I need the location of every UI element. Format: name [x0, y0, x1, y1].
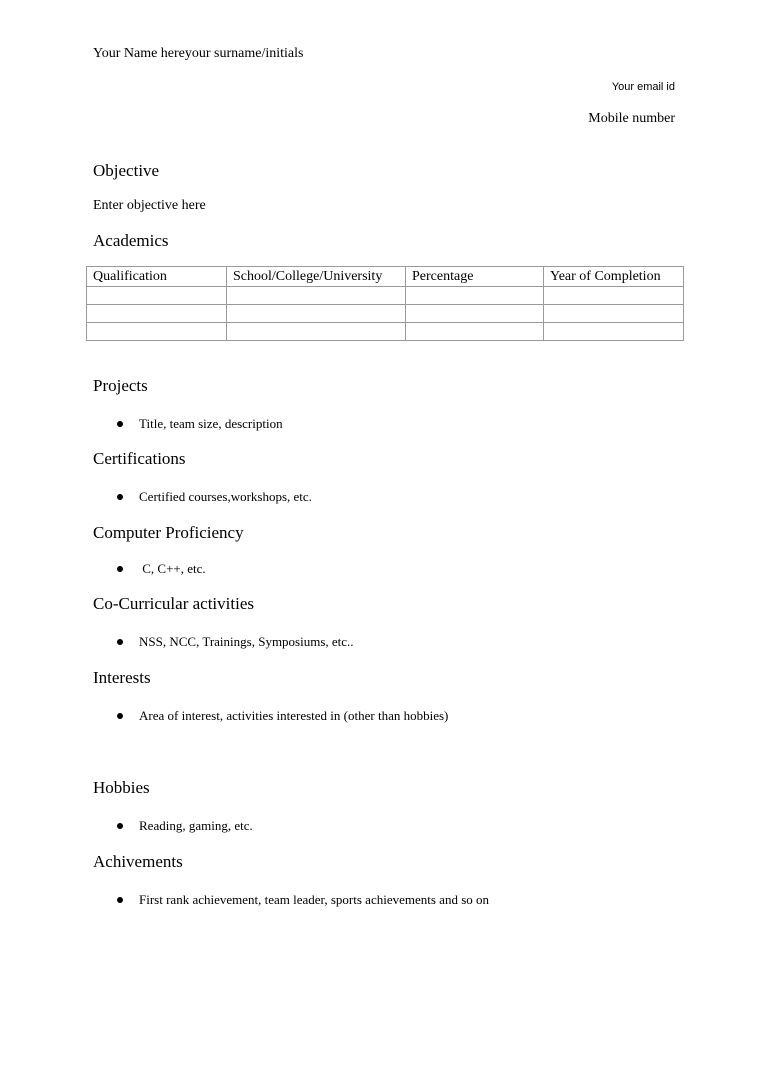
table-cell — [227, 323, 406, 341]
academics-table — [86, 266, 684, 341]
computer-proficiency-item: C, C++, etc. — [139, 561, 206, 576]
table-cell — [544, 305, 684, 323]
bullet-icon — [117, 494, 123, 500]
bullet-icon — [117, 897, 123, 903]
table-row — [87, 305, 684, 323]
table-cell — [406, 323, 544, 341]
table-cell — [87, 287, 227, 305]
table-cell — [406, 305, 544, 323]
list-item — [117, 489, 312, 505]
table-row — [87, 287, 684, 305]
column-header-qualification: Qualification — [87, 267, 227, 287]
co-curricular-item: NSS, NCC, Trainings, Symposiums, etc.. — [139, 634, 354, 649]
table-cell — [544, 323, 684, 341]
hobbies-item: Reading, gaming, etc. — [139, 818, 253, 833]
achivements-item: First rank achievement, team leader, sports achievements and so on — [139, 892, 490, 907]
objective-heading: Objective — [93, 161, 160, 180]
hobbies-heading: Hobbies — [93, 778, 150, 797]
name-line: Your Name hereyour surname/initials — [93, 46, 304, 61]
list-item — [117, 561, 206, 577]
email-line: Your email id — [611, 81, 675, 93]
bullet-icon — [117, 823, 123, 829]
table-cell — [544, 287, 684, 305]
bullet-icon — [117, 713, 123, 719]
bullet-icon — [117, 639, 123, 645]
certifications-item: Certified courses,workshops, etc. — [139, 489, 312, 504]
list-item — [117, 708, 448, 724]
academics-heading: Academics — [93, 231, 169, 250]
column-header-percentage: Percentage — [406, 267, 544, 287]
mobile-line: Mobile number — [588, 111, 675, 126]
table-cell — [87, 323, 227, 341]
list-item — [117, 634, 354, 650]
table-cell — [227, 287, 406, 305]
table-cell — [87, 305, 227, 323]
table-cell — [406, 287, 544, 305]
list-item — [117, 892, 489, 908]
bullet-icon — [117, 566, 123, 572]
table-cell — [227, 305, 406, 323]
table-row — [87, 323, 684, 341]
achivements-heading: Achivements — [93, 852, 183, 871]
list-item — [117, 818, 253, 834]
interests-heading: Interests — [93, 668, 151, 687]
certifications-heading: Certifications — [93, 449, 186, 468]
objective-text: Enter objective here — [93, 198, 206, 213]
computer-proficiency-heading: Computer Proficiency — [93, 523, 244, 542]
column-header-school: School/College/University — [227, 267, 406, 287]
projects-heading: Projects — [93, 376, 148, 395]
interests-item: Area of interest, activities interested in (other than hobbies) — [139, 708, 449, 723]
projects-item: Title, team size, description — [139, 416, 283, 431]
list-item — [117, 416, 283, 432]
table-header-row — [87, 267, 684, 287]
co-curricular-heading: Co-Curricular activities — [93, 594, 254, 613]
column-header-year: Year of Completion — [544, 267, 684, 287]
bullet-icon — [117, 421, 123, 427]
